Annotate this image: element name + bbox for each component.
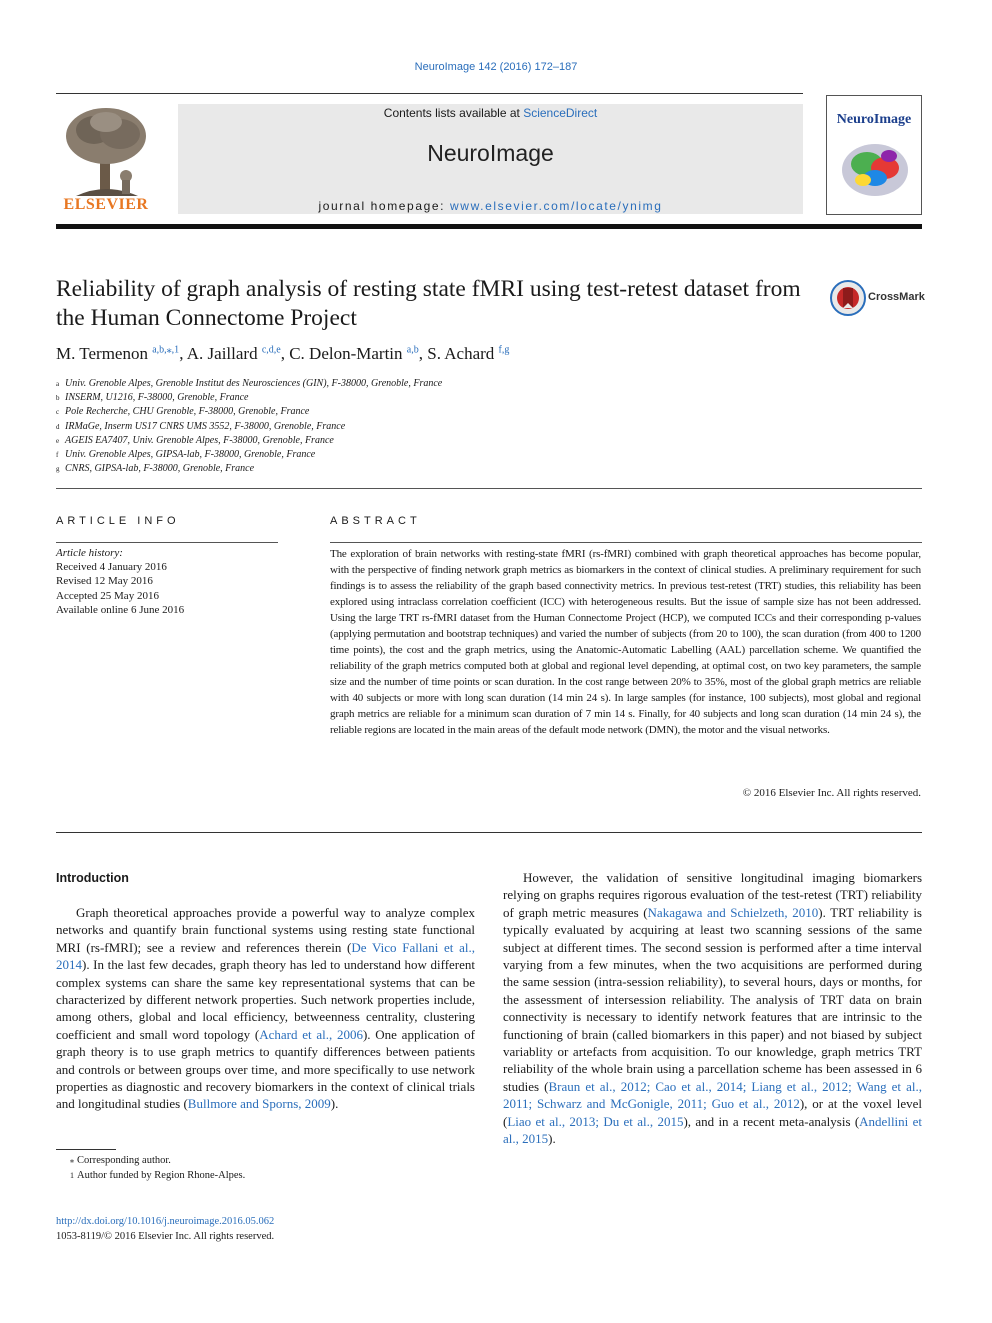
- paragraph-text: ), or at the voxel level (: [503, 1096, 922, 1129]
- citation-link[interactable]: Braun et al., 2012; Cao et al., 2014; Liang et al., 2012; Wang et al., 2011; Schwarz and McGonigle, 2011; Guo et al., 2012: [503, 1078, 922, 1112]
- abstract-text: The exploration of brain networks with resting-state fMRI (rs-fMRI) combined with graph theoretical approaches has become popular, with the perspective of finding network graph metrics as biomarkers in the context of clinical studies. A preliminary requirement for such findings is to assess the reliability of the graph based connectivity metrics. In previous test-retest (TRT) studies, this reliability has been explored using intraclass correlation coefficient (ICC) with heterogeneous results. But the issue of sample size has not been addressed. Using the large TRT rs-fMRI dataset from the Human Connectome Project (HCP), we computed ICCs and their corresponding p-values (applying permutation and bootstrap techniques) and varied the number of subjects (from 20 to 100), the scan duration (from 400 to 1200 time points), the cost and the graph metrics, using the Anatomic-Automatic Labelling (AAL) parcellation scheme. We quantified the reliability of the graph metrics computed both at global and regional level depending, at optimal cost, on two key parameters, the sample size and the number of time points or scan duration. In the cost range between 20% to 35%, most of the global graph metrics are reliable with 40 subjects or more with long scan duration (14 min 24 s). In large samples (for instance, 100 subjects), most global and regional graph metrics are reliable for a minimum scan duration of 7 min 14 s. Finally, for 40 subjects and long scan duration (14 min 24 s), the reliable regions are located in the main areas of the default mode network (DMN), the motor and the visual networks.: [330, 548, 921, 736]
- affiliation-label: c: [56, 408, 60, 417]
- contents-prefix: Contents lists available at: [383, 106, 524, 120]
- affiliation: [56, 391, 756, 405]
- affiliation: [56, 377, 756, 391]
- paragraph-text: ). One application of graph theory is to use graph metrics to quantify differences between patients and controls or between groups over time, and more specifically to use network properties as diagnostic and recovery biomarkers in the context of clinical trials and longitudinal studies (: [56, 1026, 475, 1112]
- affiliation-label: g: [56, 465, 60, 474]
- author-4[interactable]: S. Achard: [427, 344, 495, 363]
- author-3-affil[interactable]: a,b: [406, 344, 419, 356]
- article-history: [56, 546, 286, 617]
- author-4-affil[interactable]: f,g: [498, 344, 510, 356]
- doi-block: [56, 1215, 274, 1244]
- footnote-mark: ⁎: [70, 1156, 74, 1165]
- paragraph-text: ), and in a recent meta-analysis (: [683, 1113, 860, 1129]
- footnotes: [62, 1154, 245, 1183]
- crossmark-icon: [830, 280, 866, 316]
- footnote-mark: 1: [70, 1170, 74, 1180]
- header-rule: [56, 93, 803, 94]
- affiliation: [56, 405, 756, 419]
- paragraph-text: ).: [548, 1131, 556, 1147]
- affiliations: [56, 377, 756, 476]
- introduction-left-column: [56, 904, 475, 1113]
- affiliation-label: e: [56, 436, 60, 445]
- history-revised: Revised 12 May 2016: [56, 575, 153, 588]
- author-separator: ,: [280, 344, 290, 363]
- author-2-affil[interactable]: c,d,e: [261, 344, 281, 356]
- paragraph-text: Graph theoretical approaches provide a powerful way to analyze complex networks and quantify brain functional systems using resting state functional MRI (rs-fMRI); see a review and references therein (: [56, 905, 475, 955]
- paragraph-text: However, the validation of sensitive longitudinal imaging biomarkers relying on graphs requires rigorous evaluation of the test-retest (TRT) reliability of graph metric measures (: [503, 870, 922, 920]
- paragraph-text: ).: [330, 1096, 339, 1112]
- author-2[interactable]: A. Jaillard: [186, 344, 258, 363]
- history-online: Available online 6 June 2016: [56, 603, 185, 616]
- affiliation-text: AGEIS EA7407, Univ. Grenoble Alpes, F-38000, Grenoble, France: [65, 434, 334, 446]
- elsevier-logo: [56, 104, 156, 216]
- journal-citation[interactable]: NeuroImage 142 (2016) 172–187: [414, 61, 578, 73]
- elsevier-wordmark: ELSEVIER: [63, 196, 149, 213]
- footnote-corresponding: [62, 1154, 245, 1169]
- sciencedirect-link[interactable]: ScienceDirect: [523, 106, 598, 120]
- affiliation: [56, 420, 756, 434]
- abstract-heading: ABSTRACT: [330, 515, 421, 527]
- author-3[interactable]: C. Delon-Martin: [289, 344, 403, 363]
- affiliation-label: f: [56, 451, 59, 460]
- affiliation-text: Univ. Grenoble Alpes, Grenoble Institut des Neurosciences (GIN), F-38000, Grenoble, France: [65, 378, 443, 389]
- crossmark-label: CrossMark: [868, 291, 925, 303]
- contents-line: [178, 106, 803, 120]
- citation-link[interactable]: Achard et al., 2006: [259, 1026, 363, 1042]
- affiliation-text: INSERM, U1216, F-38000, Grenoble, France: [65, 392, 249, 404]
- paragraph-text: ). TRT reliability is typically evaluated by acquiring at least two scanning sessions of the same subject at different times. The second session is performed after a time interval varying from a few minutes, when the two acquisitions are performed during the same session (intra-session reliability), to several hours, days or months, for the assessment of intersession reliability. The analysis of TRT data on brain connectivity is necessary to identify network features that are intrinsic to the functioning of brain (called biomarkers in this paper) and not biased by subject variablity or artefacts from acquisition. To our knowledge, graph metrics TRT reliability of the whole brain using a parcellation scheme has been assessed in 6 studies (: [503, 904, 922, 1094]
- history-accepted: Accepted 25 May 2016: [56, 589, 159, 602]
- affiliation-label: b: [56, 394, 60, 403]
- author-1-affil[interactable]: a,b,⁎,1: [152, 344, 180, 356]
- article-info-rule: [56, 542, 278, 543]
- affiliation: [56, 434, 756, 448]
- footnote-rule: [56, 1149, 116, 1150]
- journal-title: NeuroImage: [427, 140, 554, 166]
- footnote-text: Corresponding author.: [77, 1155, 171, 1166]
- homepage-prefix: journal homepage:: [318, 199, 451, 213]
- introduction-heading: Introduction: [56, 871, 129, 885]
- article-title: Reliability of graph analysis of resting state fMRI using test-retest dataset from the Human Connectome Project: [56, 276, 801, 331]
- affiliation-label: d: [56, 422, 60, 431]
- citation-link[interactable]: Liao et al., 2013; Du et al., 2015: [507, 1113, 684, 1129]
- doi-link[interactable]: http://dx.doi.org/10.1016/j.neuroimage.2016.05.062: [56, 1216, 275, 1227]
- citation-link[interactable]: Nakagawa and Schielzeth, 2010: [647, 904, 819, 920]
- affiliation-text: CNRS, GIPSA-lab, F-38000, Grenoble, France: [65, 463, 255, 475]
- citation-link[interactable]: Bullmore and Sporns, 2009: [187, 1096, 331, 1112]
- paragraph-text: ). In the last few decades, graph theory has led to understand how different complex systems can share the same key representational systems that can be characterized by different network properties. Such network properties include, among others, global and local efficiency, betweenness centrality, clustering coefficient and small word topology (: [56, 957, 475, 1042]
- affiliation-label: a: [56, 380, 60, 388]
- author-separator: ,: [418, 344, 428, 363]
- affiliation: [56, 462, 756, 476]
- brain-image-icon: [837, 134, 913, 206]
- history-title: Article history:: [56, 547, 123, 559]
- footnote-funding: [62, 1169, 245, 1184]
- citation-link[interactable]: De Vico Fallani et al., 2014: [56, 939, 475, 973]
- author-separator: ,: [179, 344, 187, 363]
- footnote-text: Author funded by Region Rhone-Alpes.: [77, 1169, 246, 1181]
- section-divider: [56, 488, 922, 489]
- abstract-copyright: © 2016 Elsevier Inc. All rights reserved.: [742, 787, 921, 799]
- abstract-rule: [330, 542, 922, 543]
- section-divider: [56, 832, 922, 833]
- introduction-right-column: [503, 869, 922, 1148]
- header-thick-rule: [56, 224, 922, 229]
- affiliation-text: IRMaGe, Inserm US17 CNRS UMS 3552, F-38000, Grenoble, France: [65, 420, 346, 432]
- affiliation: [56, 448, 756, 462]
- affiliation-text: Univ. Grenoble Alpes, GIPSA-lab, F-38000, Grenoble, France: [65, 449, 316, 461]
- article-info-heading: ARTICLE INFO: [56, 515, 180, 527]
- author-1[interactable]: M. Termenon: [56, 344, 148, 363]
- author-list: [56, 344, 856, 364]
- homepage-link[interactable]: www.elsevier.com/locate/ynimg: [450, 199, 663, 213]
- journal-homepage: [178, 199, 803, 213]
- cover-title: NeuroImage: [836, 112, 912, 127]
- history-received: Received 4 January 2016: [56, 561, 167, 574]
- journal-cover[interactable]: [826, 95, 922, 215]
- affiliation-text: Pole Recherche, CHU Grenoble, F-38000, Grenoble, France: [65, 406, 310, 418]
- issn-copyright: 1053-8119/© 2016 Elsevier Inc. All rights reserved.: [56, 1230, 275, 1242]
- crossmark-badge[interactable]: [830, 280, 930, 316]
- citation-link[interactable]: Andellini et al., 2015: [503, 1113, 922, 1147]
